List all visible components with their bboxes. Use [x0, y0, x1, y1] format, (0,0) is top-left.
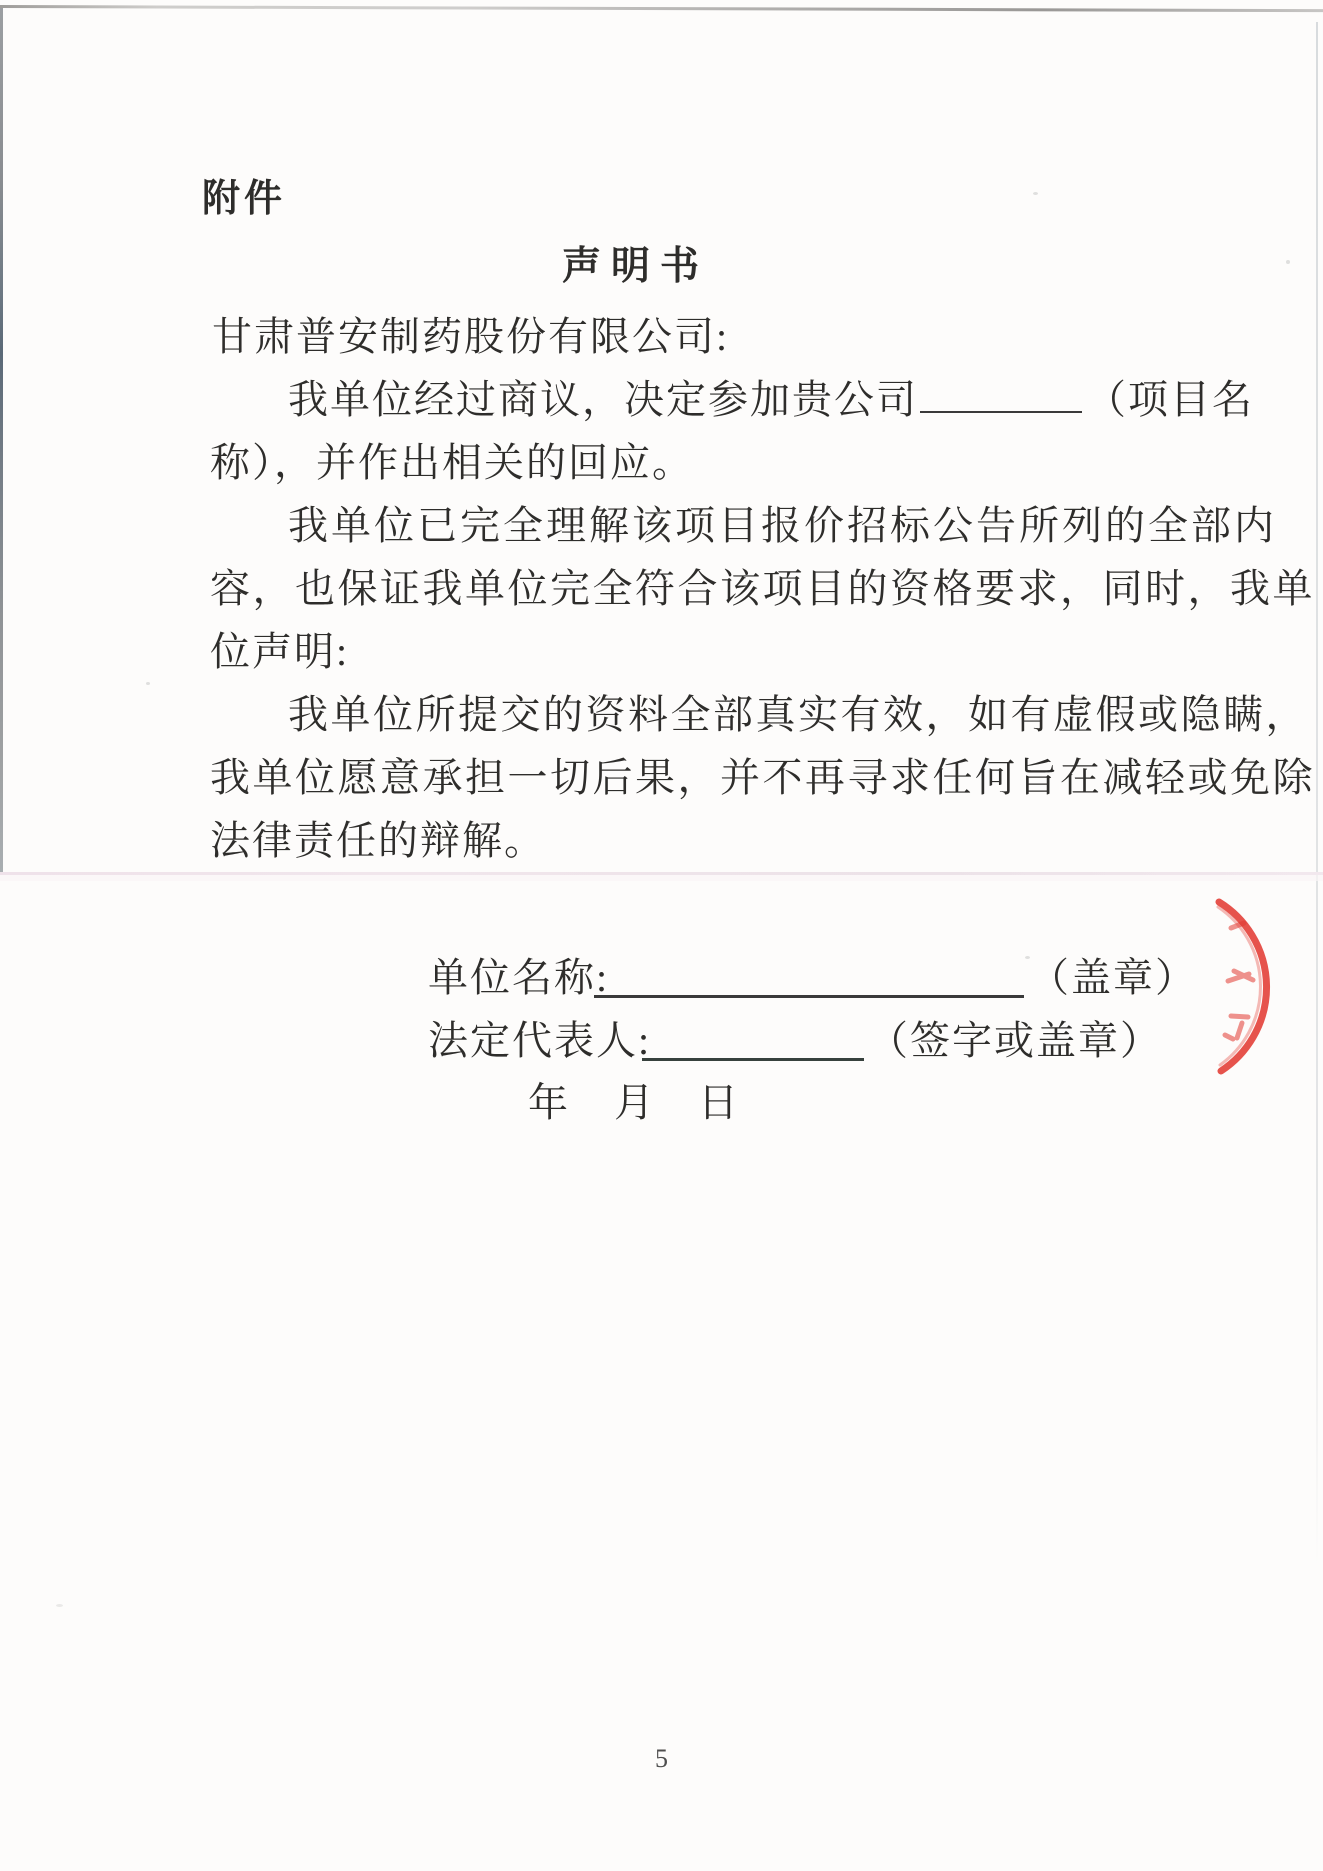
- scan-speck: [1286, 260, 1290, 264]
- scan-speck: [1033, 192, 1038, 195]
- legal-representative-label: 法定代表人:: [428, 1018, 652, 1063]
- seal-text-fragments: [1225, 923, 1253, 1039]
- signature-or-seal-hint-label: （签字或盖章）: [868, 1018, 1162, 1063]
- attachment-label: 附件: [202, 178, 287, 220]
- scan-edge-right-line: [1316, 22, 1318, 1567]
- body-text: （项目名: [1086, 377, 1254, 422]
- unit-name-label: 单位名称:: [428, 955, 610, 1000]
- body-line: 容，也保证我单位完全符合该项目的资格要求，同时，我单: [210, 566, 1315, 611]
- date-year-label: 年: [528, 1080, 570, 1125]
- body-line: 我单位愿意承担一切后果，并不再寻求任何旨在减轻或免除: [210, 755, 1315, 800]
- body-line: 称），并作出相关的回应。: [210, 440, 694, 485]
- scan-speck: [146, 682, 150, 685]
- fill-in-blank-project-name: [920, 377, 1082, 413]
- document-title: 声明书: [562, 245, 710, 288]
- seal-rim-arc: [1219, 902, 1267, 1071]
- date-day-label: 日: [698, 1080, 740, 1125]
- body-text: 我单位经过商议，决定参加贵公司: [288, 377, 918, 422]
- fill-in-blank-legal-representative: [642, 1058, 864, 1061]
- page-number: 5: [655, 1744, 668, 1773]
- fill-in-blank-unit-name: [594, 995, 1024, 998]
- scan-edge-left-line: [0, 8, 3, 872]
- body-line: 位声明:: [210, 629, 350, 674]
- scan-edge-top-line: [0, 5, 1323, 12]
- scan-speck: [56, 1604, 63, 1607]
- recipient-line: 甘肃普安制药股份有限公司:: [212, 314, 730, 359]
- scan-seam-band: [0, 875, 1323, 881]
- seal-rim-arc-inner: [1218, 907, 1260, 1065]
- body-line: 我单位所提交的资料全部真实有效，如有虚假或隐瞒，: [288, 692, 1308, 737]
- seal-hint-label: （盖章）: [1029, 955, 1197, 1000]
- body-line: 法律责任的辩解。: [210, 818, 546, 863]
- date-month-label: 月: [614, 1080, 656, 1125]
- body-line: [288, 377, 1254, 423]
- body-line: 我单位已完全理解该项目报价招标公告所列的全部内: [288, 503, 1277, 548]
- date-line: [528, 1080, 740, 1126]
